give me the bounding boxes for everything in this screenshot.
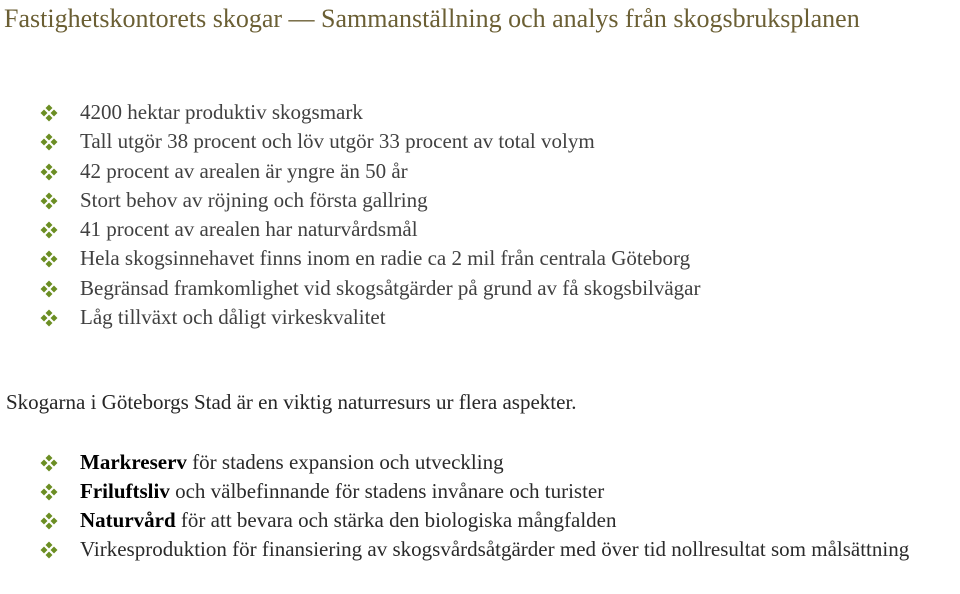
four-diamond-bullet-icon [40, 280, 58, 298]
list-item [0, 274, 960, 303]
fact-text: Begränsad framkomlighet vid skogsåtgärder på grund av få skogsbilvägar [80, 275, 701, 300]
fact-text: Stort behov av röjning och första gallring [80, 187, 428, 212]
fact-text: Hela skogsinnehavet finns inom en radie ca 2 mil från centrala Göteborg [80, 246, 691, 271]
fact-text: Tall utgör 38 procent och löv utgör 33 procent av total volym [80, 129, 595, 154]
facts-list [0, 98, 960, 332]
aspect-text: och välbefinnande för stadens invånare och turister [169, 479, 605, 503]
four-diamond-bullet-icon [40, 133, 58, 151]
list-item [0, 98, 960, 127]
list-item [0, 215, 960, 244]
four-diamond-bullet-icon [40, 163, 58, 181]
aspect-term: Friluftsliv [80, 479, 170, 503]
fact-text: 41 procent av arealen har naturvårdsmål [80, 217, 418, 242]
list-item [0, 477, 960, 506]
fact-text: Låg tillväxt och dåligt virkeskvalitet [80, 305, 386, 330]
four-diamond-bullet-icon [40, 454, 58, 472]
aspect-text: för att bevara och stärka den biologiska mångfalden [175, 508, 617, 532]
four-diamond-bullet-icon [40, 192, 58, 210]
four-diamond-bullet-icon [40, 309, 58, 327]
four-diamond-bullet-icon [40, 250, 58, 268]
four-diamond-bullet-icon [40, 512, 58, 530]
four-diamond-bullet-icon [40, 221, 58, 239]
page-title: Fastighetskontorets skogar — Sammanställning och analys från skogsbruksplanen [4, 4, 860, 33]
aspect-text: Virkesproduktion för finansiering av skogsvårdsåtgärder med över tid nollresultat som målsättning [80, 537, 910, 561]
four-diamond-bullet-icon [40, 104, 58, 122]
list-item [0, 186, 960, 215]
list-item [0, 127, 960, 156]
list-item [0, 535, 960, 564]
fact-text: 42 procent av arealen är yngre än 50 år [80, 158, 408, 183]
list-item [0, 244, 960, 273]
aspect-term: Naturvård [80, 508, 176, 532]
aspect-text: för stadens expansion och utveckling [186, 450, 504, 474]
aspects-list [0, 448, 960, 564]
fact-text: 4200 hektar produktiv skogsmark [80, 100, 363, 124]
list-item [0, 157, 960, 186]
list-item [0, 448, 960, 477]
list-item [0, 303, 960, 332]
list-item [0, 506, 960, 535]
four-diamond-bullet-icon [40, 483, 58, 501]
intro-paragraph: Skogarna i Göteborgs Stad är en viktig naturresurs ur flera aspekter. [6, 390, 577, 414]
aspect-term: Markreserv [80, 450, 187, 474]
four-diamond-bullet-icon [40, 541, 58, 559]
